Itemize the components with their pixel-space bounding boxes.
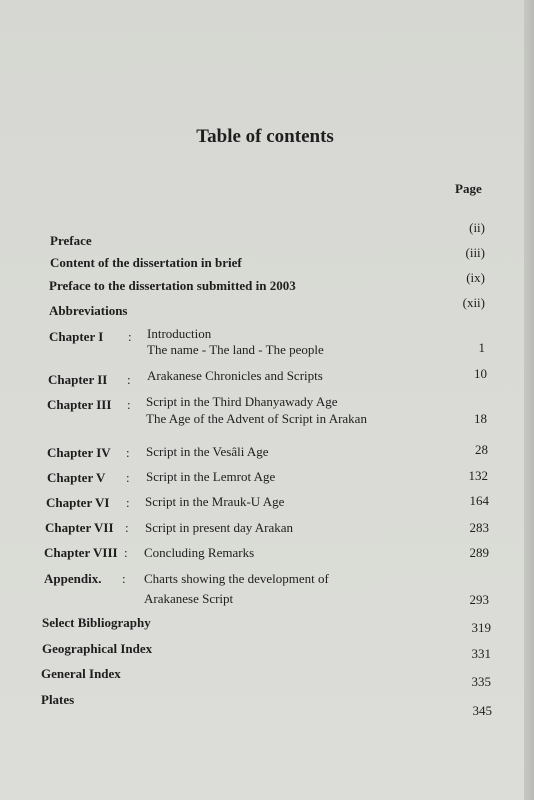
toc-entry-bibliography: Select Bibliography: [42, 615, 151, 630]
toc-chapter-title-line2: Arakanese Script: [144, 591, 234, 606]
toc-chapter-label: Chapter III: [47, 397, 112, 412]
page-edge: [524, 0, 534, 800]
toc-chapter-title: Arakanese Chronicles and Scripts: [147, 368, 323, 383]
toc-chapter-title: Charts showing the development of: [144, 571, 329, 586]
toc-chapter-title: Script in the Lemrot Age: [146, 469, 276, 484]
page-column-header: Page: [455, 181, 482, 196]
toc-chapter-page: 28: [475, 442, 488, 457]
toc-chapter-title: Introduction: [147, 326, 212, 341]
toc-page-plates: 345: [472, 703, 492, 718]
toc-chapter-page: 164: [469, 493, 489, 508]
toc-entry-preface: Preface: [50, 233, 92, 248]
toc-separator: :: [126, 495, 130, 510]
toc-entry-plates: Plates: [41, 692, 75, 707]
toc-chapter-label: Chapter VI: [46, 495, 110, 510]
toc-chapter-label: Chapter II: [48, 372, 108, 387]
toc-chapter-title-line2: The Age of the Advent of Script in Arakan: [146, 411, 367, 426]
toc-chapter-title: Script in present day Arakan: [145, 520, 294, 535]
toc-chapter-page: 289: [469, 545, 489, 560]
toc-chapter-title: Concluding Remarks: [144, 545, 255, 560]
toc-chapter-page: 18: [474, 411, 487, 426]
toc-chapter-page: 132: [468, 468, 488, 483]
toc-entry-preface-2003: Preface to the dissertation submitted in 2003: [49, 278, 296, 293]
page-title: Table of contents: [196, 126, 334, 147]
toc-entry-general-index: General Index: [41, 666, 121, 681]
toc-separator: :: [125, 520, 129, 535]
toc-entry-content-brief: Content of the dissertation in brief: [50, 255, 242, 270]
toc-chapter-label: Chapter VIII: [44, 545, 118, 560]
toc-chapter-title: Script in the Mrauk-U Age: [145, 494, 285, 509]
toc-page-bibliography: 319: [471, 620, 491, 635]
toc-chapter-title: Script in the Vesâli Age: [146, 444, 269, 459]
toc-separator: :: [126, 445, 130, 460]
toc-separator: :: [128, 329, 132, 344]
toc-chapter-label: Chapter IV: [47, 445, 111, 460]
toc-page-abbreviations: (xii): [462, 295, 485, 310]
toc-entry-geographical-index: Geographical Index: [42, 641, 153, 656]
toc-chapter-label: Appendix.: [44, 571, 102, 586]
toc-page-preface: (ii): [469, 220, 485, 235]
toc-page-geographical-index: 331: [471, 646, 491, 661]
toc-chapter-title-line2: The name - The land - The people: [147, 342, 324, 357]
toc-chapter-label: Chapter V: [47, 470, 106, 485]
toc-separator: :: [124, 545, 128, 560]
toc-separator: :: [126, 470, 130, 485]
toc-chapter-page: 293: [469, 592, 489, 607]
toc-page-preface-2003: (ix): [466, 270, 485, 285]
toc-page-general-index: 335: [471, 674, 491, 689]
toc-separator: :: [127, 397, 131, 412]
toc-separator: :: [127, 372, 131, 387]
toc-chapter-page: 10: [474, 366, 487, 381]
toc-separator: :: [122, 571, 126, 586]
toc-chapter-title: Script in the Third Dhanyawady Age: [146, 394, 338, 409]
toc-chapter-page: 1: [478, 340, 485, 355]
toc-entry-abbreviations: Abbreviations: [49, 303, 128, 318]
toc-page-content-brief: (iii): [465, 245, 485, 260]
toc-chapter-label: Chapter VII: [45, 520, 114, 535]
toc-chapter-page: 283: [469, 520, 489, 535]
toc-chapter-label: Chapter I: [49, 329, 104, 344]
